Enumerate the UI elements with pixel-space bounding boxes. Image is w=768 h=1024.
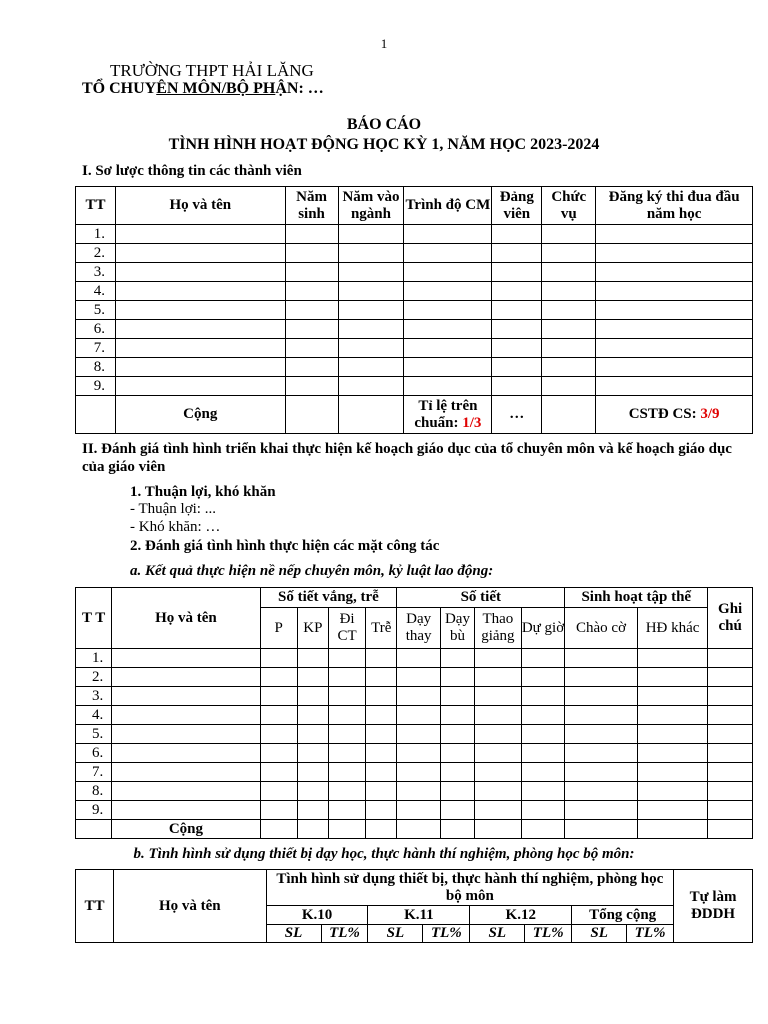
difficulties-line: - Khó khăn: … [130, 519, 221, 535]
grade-k10: K.10 [266, 906, 368, 925]
ratio-label: Tỉ lệ trên chuẩn: [414, 397, 478, 431]
group-equipment-usage: Tình hình sử dụng thiết bị, thực hành thí nghiệm, phòng học bộ môn [266, 870, 673, 906]
table-row [76, 263, 753, 282]
row-number: 2. [76, 668, 112, 687]
col-start-year: Năm vào ngành [338, 187, 404, 225]
total-label: Cộng [115, 396, 285, 434]
discipline-total-row [76, 820, 753, 839]
col-name: Họ và tên [113, 870, 266, 943]
advantages-line: - Thuận lợi: ... [130, 501, 216, 517]
col-di-ct: Đi CT [328, 608, 365, 649]
grade-k11: K.11 [368, 906, 470, 925]
table-row [76, 339, 753, 358]
col-p: P [260, 608, 297, 649]
members-table [75, 186, 753, 434]
table-row [76, 763, 753, 782]
col-self-made: Tự làm ĐDDH [674, 870, 753, 943]
group-absent: Số tiết vắng, trễ [260, 588, 397, 608]
discipline-header-row-1 [76, 588, 753, 608]
table-row [76, 668, 753, 687]
col-observation: Dự giờ [521, 608, 565, 649]
col-position: Chức vụ [542, 187, 596, 225]
ratio-cell [404, 396, 492, 434]
col-other-activity: HĐ khác [637, 608, 707, 649]
table-row [76, 301, 753, 320]
table-row [76, 244, 753, 263]
col-flag-ceremony: Chào cờ [565, 608, 638, 649]
row-number: 2. [76, 244, 116, 263]
row-number: 3. [76, 263, 116, 282]
col-party-member: Đảng viên [492, 187, 542, 225]
table-row [76, 706, 753, 725]
grade-total: Tổng cộng [572, 906, 674, 925]
members-total-row [76, 396, 753, 434]
department-line [82, 80, 324, 98]
row-number: 6. [76, 744, 112, 763]
discipline-table [75, 587, 753, 839]
grade-k12: K.12 [470, 906, 572, 925]
members-header-row [76, 187, 753, 225]
table-row [76, 725, 753, 744]
cstd-value: 3/9 [700, 406, 720, 422]
row-number: 6. [76, 320, 116, 339]
table-row [76, 801, 753, 820]
report-subtitle: TÌNH HÌNH HOẠT ĐỘNG HỌC KỲ 1, NĂM HỌC 2023-2024 [168, 136, 600, 153]
col-tt: TT [76, 870, 114, 943]
group-activities: Sinh hoạt tập thể [565, 588, 708, 608]
evaluation-heading: 2. Đánh giá tình hình thực hiện các mặt công tác [130, 538, 440, 554]
col-tl: TL% [627, 925, 674, 943]
table-row [76, 744, 753, 763]
equipment-table [75, 869, 753, 943]
col-tt: TT [76, 187, 116, 225]
dept-underlined: ÊN MÔN/BỘ PH [156, 80, 276, 97]
equipment-header-row-1 [76, 870, 753, 906]
section2-heading: II. Đánh giá tình hình triển khai thực hiện kế hoạch giáo dục của tổ chuyên môn và kế hoạch giáo dục của giáo viên [82, 441, 732, 475]
group-periods: Số tiết [397, 588, 565, 608]
advantages-heading: 1. Thuận lợi, khó khăn [130, 484, 276, 500]
table-row [76, 282, 753, 301]
col-makeup: Dạy bù [440, 608, 474, 649]
row-number: 5. [76, 725, 112, 744]
col-name: Họ và tên [115, 187, 285, 225]
col-sl: SL [368, 925, 423, 943]
col-name: Họ và tên [112, 588, 260, 649]
row-number: 9. [76, 377, 116, 396]
row-number: 8. [76, 358, 116, 377]
table-row [76, 649, 753, 668]
table-row [76, 320, 753, 339]
col-tt: T T [76, 588, 112, 649]
row-number: 5. [76, 301, 116, 320]
col-qualification: Trình độ CM [404, 187, 492, 225]
row-number: 3. [76, 687, 112, 706]
school-name: TRƯỜNG THPT HẢI LĂNG [110, 61, 314, 80]
row-number: 7. [76, 763, 112, 782]
total-label: Cộng [112, 820, 260, 839]
row-number: 7. [76, 339, 116, 358]
col-birth-year: Năm sinh [285, 187, 338, 225]
ratio-value: 1/3 [462, 414, 482, 431]
row-number: 4. [76, 282, 116, 301]
section1-heading: I. Sơ lược thông tin các thành viên [82, 163, 302, 179]
party-ellipsis: … [492, 396, 542, 434]
col-notes: Ghi chú [708, 588, 753, 649]
col-kp: KP [297, 608, 328, 649]
cstd-label: CSTĐ CS: [628, 406, 697, 422]
col-substitute: Dạy thay [397, 608, 441, 649]
row-number: 9. [76, 801, 112, 820]
dept-prefix: TỔ CHUY [82, 80, 157, 97]
col-tl: TL% [525, 925, 572, 943]
col-demo-teaching: Thao giảng [475, 608, 522, 649]
table-row [76, 358, 753, 377]
cstd-cell [596, 396, 753, 434]
col-tl: TL% [423, 925, 470, 943]
row-number: 1. [76, 649, 112, 668]
col-late: Trễ [366, 608, 397, 649]
equipment-heading: b. Tình hình sử dụng thiết bị dạy học, thực hành thí nghiệm, phòng học bộ môn: [133, 846, 635, 862]
table-row [76, 377, 753, 396]
col-tl: TL% [321, 925, 368, 943]
row-number: 4. [76, 706, 112, 725]
table-row [76, 687, 753, 706]
table-row [76, 225, 753, 244]
row-number: 1. [76, 225, 116, 244]
col-sl: SL [470, 925, 525, 943]
page-number: 1 [380, 36, 388, 51]
report-title: BÁO CÁO [346, 116, 422, 133]
col-emulation: Đăng ký thi đua đầu năm học [596, 187, 753, 225]
dept-suffix: ẬN: … [275, 80, 324, 97]
table-row [76, 782, 753, 801]
discipline-heading: a. Kết quả thực hiện nề nếp chuyên môn, kỷ luật lao động: [130, 563, 494, 579]
col-sl: SL [266, 925, 321, 943]
row-number: 8. [76, 782, 112, 801]
col-sl: SL [572, 925, 627, 943]
